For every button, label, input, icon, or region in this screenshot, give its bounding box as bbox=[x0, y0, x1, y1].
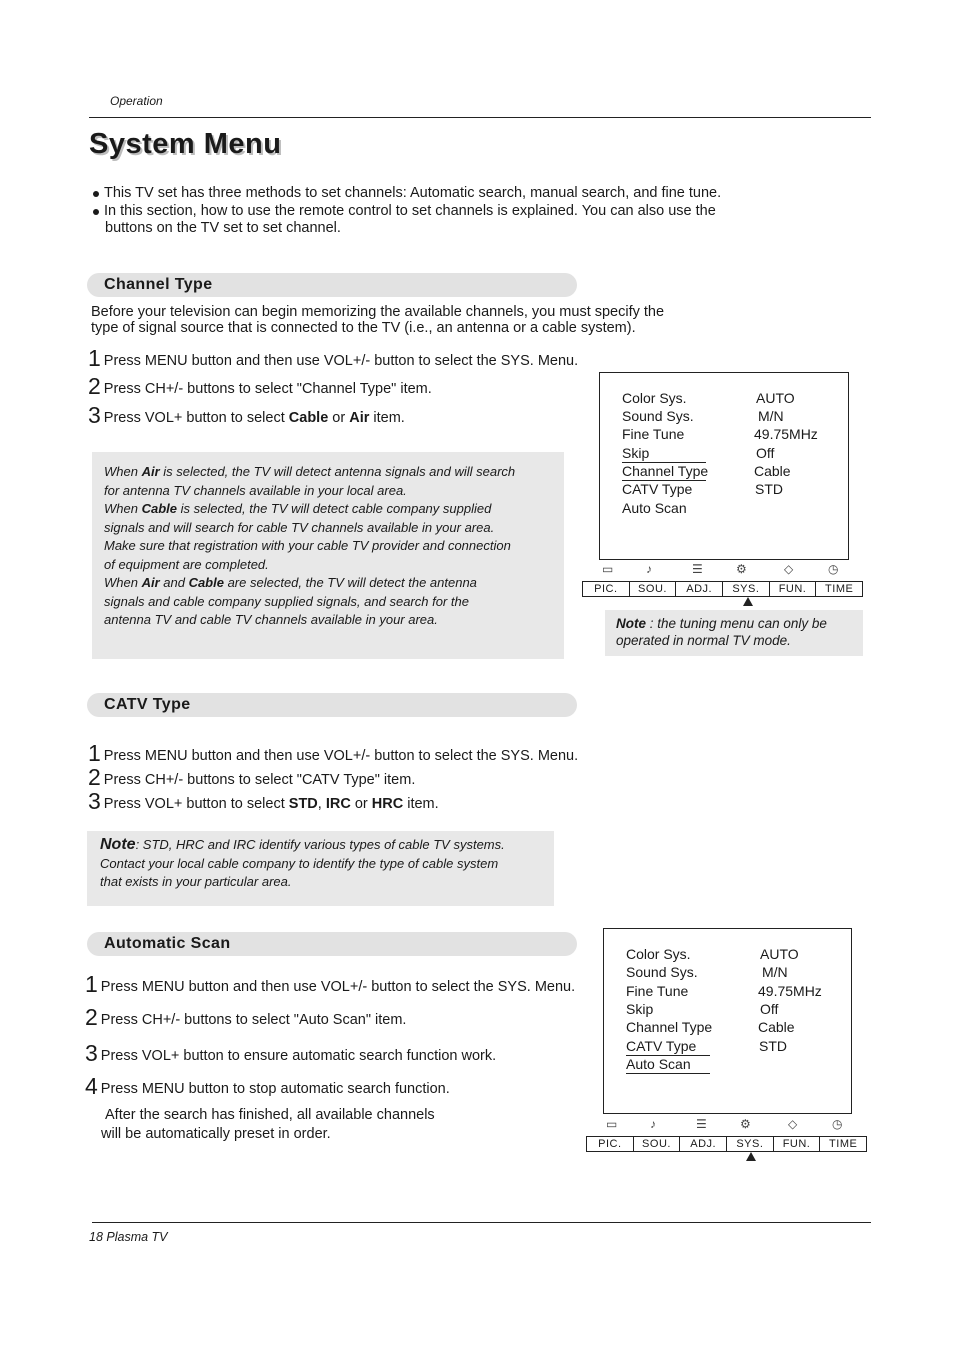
catv-note-text: Note: STD, HRC and IRC identify various types of cable TV systems. Contact your local cable company to identify the type of cable system that exists in your particular area. bbox=[100, 836, 505, 889]
tab-adj: ADJ. bbox=[680, 1137, 727, 1151]
function-icon: ◇ bbox=[788, 1117, 798, 1131]
tab-time: TIME bbox=[825, 583, 854, 595]
channel-type-step-1 bbox=[88, 345, 578, 372]
step-number: 3 bbox=[88, 402, 101, 428]
auto-scan-after-1: After the search has finished, all available channels bbox=[105, 1107, 435, 1123]
channel-type-step-2 bbox=[88, 373, 432, 400]
page-title: System Menu bbox=[89, 128, 282, 160]
picture-icon: ▭ bbox=[606, 1117, 618, 1131]
system-icon: ⚙ bbox=[736, 562, 747, 576]
step-number: 1 bbox=[88, 345, 101, 371]
catv-step-1: 1 Press MENU button and then use VOL+/- button to select the SYS. Menu. bbox=[88, 740, 579, 766]
highlight-underline bbox=[626, 1073, 710, 1074]
menu-row-fine-tune: Fine Tune 49.75MHz bbox=[622, 426, 818, 442]
tab-fun: FUN. bbox=[770, 582, 817, 596]
menu-row-catv-type: CATV Type STD bbox=[622, 481, 783, 497]
auto-scan-step-1: 1 Press MENU button and then use VOL+/- button to select the SYS. Menu. bbox=[85, 971, 576, 997]
section-title: Automatic Scan bbox=[104, 935, 231, 952]
menu-row-sound-sys: Sound Sys. M/N bbox=[626, 964, 788, 980]
selected-tab-arrow-icon bbox=[746, 1152, 756, 1161]
picture-icon: ▭ bbox=[602, 562, 614, 576]
time-icon: ◷ bbox=[832, 1117, 843, 1131]
catv-step-2: 2 Press CH+/- buttons to select "CATV Type" item. bbox=[88, 764, 416, 790]
section-header-auto-scan bbox=[87, 932, 577, 956]
adjust-icon: ☰ bbox=[692, 562, 703, 576]
system-icon: ⚙ bbox=[740, 1117, 751, 1131]
intro-bullet-2-cont: buttons on the TV set to set channel. bbox=[105, 220, 341, 236]
step-text: item. bbox=[369, 410, 405, 426]
tuning-note-text: Note : the tuning menu can only be operated in normal TV mode. bbox=[616, 616, 827, 648]
sound-icon: ♪ bbox=[650, 1117, 656, 1131]
channel-type-intro-2: type of signal source that is connected to the TV (i.e., an antenna or a cable system). bbox=[91, 320, 636, 336]
section-header-channel-type bbox=[87, 273, 577, 297]
header-rule bbox=[89, 117, 871, 118]
menu-row-color-sys: Color Sys. AUTO bbox=[626, 946, 799, 962]
auto-scan-step-2: 2 Press CH+/- buttons to select "Auto Scan" item. bbox=[85, 1004, 407, 1030]
tuning-note-box bbox=[605, 610, 863, 656]
sound-icon: ♪ bbox=[646, 562, 652, 576]
channel-type-intro-1: Before your television can begin memorizing the available channels, you must specify the bbox=[91, 304, 665, 320]
menu-tabbar-2 bbox=[586, 1136, 867, 1152]
intro-bullet-2 bbox=[104, 203, 716, 220]
channel-type-step-3 bbox=[88, 402, 405, 429]
tab-sou: SOU. bbox=[634, 1137, 681, 1151]
time-icon: ◷ bbox=[828, 562, 839, 576]
tab-sys: SYS. bbox=[723, 582, 770, 596]
intro-text: This TV set has three methods to set channels: Automatic search, manual search, and fine tune. bbox=[104, 185, 722, 201]
menu-row-channel-type: Channel Type Cable bbox=[622, 463, 791, 479]
bullet-dot-icon bbox=[93, 191, 99, 197]
menu-tabbar-1 bbox=[582, 581, 863, 597]
auto-scan-after-2: will be automatically preset in order. bbox=[101, 1126, 331, 1142]
bullet-dot-icon bbox=[93, 209, 99, 215]
step-text: Press CH+/- buttons to select "Channel Type" item. bbox=[103, 381, 432, 397]
intro-bullet-1 bbox=[104, 185, 721, 202]
tab-pic: PIC. bbox=[587, 1137, 634, 1151]
section-title: CATV Type bbox=[104, 696, 191, 713]
adjust-icon: ☰ bbox=[696, 1117, 707, 1131]
section-label: Operation bbox=[110, 94, 163, 108]
step-text: Press MENU button and then use VOL+/- button to select the SYS. Menu. bbox=[103, 353, 579, 369]
menu-row-channel-type: Channel Type Cable bbox=[626, 1019, 795, 1035]
auto-scan-step-3: 3 Press VOL+ button to ensure automatic search function work. bbox=[85, 1040, 497, 1066]
tab-sys: SYS. bbox=[727, 1137, 774, 1151]
menu-row-auto-scan: Auto Scan bbox=[626, 1056, 836, 1074]
tab-pic: PIC. bbox=[583, 582, 630, 596]
option-air: Air bbox=[349, 410, 370, 426]
menu-row-skip: Skip Off bbox=[626, 1001, 779, 1017]
menu-row-sound-sys: Sound Sys. M/N bbox=[622, 408, 784, 424]
page-number: 18 Plasma TV bbox=[89, 1230, 168, 1244]
tab-sou: SOU. bbox=[630, 582, 677, 596]
menu-row-auto-scan: Auto Scan bbox=[622, 500, 687, 516]
catv-note-box bbox=[87, 831, 554, 906]
menu-icon-strip-1 bbox=[582, 560, 862, 580]
menu-row-color-sys: Color Sys. AUTO bbox=[622, 390, 795, 406]
menu-icon-strip-2 bbox=[586, 1115, 866, 1135]
note-body: When Air is selected, the TV will detect antenna signals and will search for antenna TV channels available in your local area. When Cable is selected, the TV will detect cable company supplied signals and will search for cable TV channels available in your area. Make sure that registration with your cable TV provider and connection of equipment are completed. When Air and Cable are selected, the TV will detect the antenna signals and cable company supplied signals, and search for the antenna TV and cable TV channels available in your area. bbox=[104, 464, 516, 627]
menu-row-fine-tune: Fine Tune 49.75MHz bbox=[626, 983, 822, 999]
menu-row-skip: Skip Off bbox=[622, 445, 775, 461]
tab-adj: ADJ. bbox=[676, 582, 723, 596]
step-text: Press VOL+ button to select bbox=[103, 410, 289, 426]
menu-row-catv-type: CATV Type STD bbox=[626, 1038, 787, 1054]
step-text: or bbox=[328, 410, 350, 426]
function-icon: ◇ bbox=[784, 562, 794, 576]
section-title: Channel Type bbox=[104, 276, 213, 293]
footer-rule bbox=[92, 1222, 871, 1223]
tab-fun: FUN. bbox=[774, 1137, 821, 1151]
channel-type-note-box bbox=[92, 452, 564, 659]
option-cable: Cable bbox=[288, 410, 329, 426]
catv-step-3: 3 Press VOL+ button to select STD, IRC or HRC item. bbox=[88, 788, 439, 814]
sys-menu-screen-2 bbox=[603, 928, 852, 1114]
tab-time: TIME bbox=[829, 1138, 858, 1150]
step-number: 2 bbox=[88, 373, 101, 399]
section-header-catv-type bbox=[87, 693, 577, 717]
auto-scan-step-4: 4 Press MENU button to stop automatic search function. bbox=[85, 1073, 450, 1099]
intro-text: In this section, how to use the remote control to set channels is explained. You can also use the bbox=[104, 203, 716, 219]
selected-tab-arrow-icon bbox=[743, 597, 753, 606]
sys-menu-screen-1 bbox=[599, 372, 849, 560]
